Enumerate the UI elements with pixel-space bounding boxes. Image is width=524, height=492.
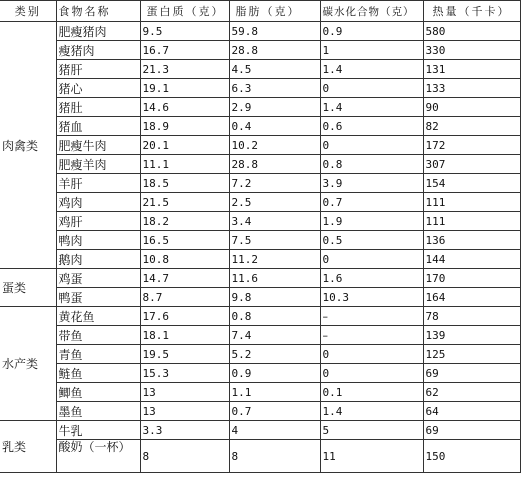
carbohydrate-cell: 0 (320, 364, 423, 383)
table-row (0, 212, 520, 231)
protein-cell: 13 (140, 383, 229, 402)
fat-cell: 0.4 (229, 117, 320, 136)
carbohydrate-cell: 5 (320, 421, 423, 440)
fat-cell: 0.7 (229, 402, 320, 421)
fat-cell: 28.8 (229, 41, 320, 60)
food-name-cell: 带鱼 (56, 326, 140, 345)
food-name-cell: 猪肝 (56, 60, 140, 79)
food-name-cell: 鸭肉 (56, 231, 140, 250)
header-carbohydrate: 碳水化合物（克） (320, 1, 423, 22)
carbohydrate-cell: 10.3 (320, 288, 423, 307)
table-row (0, 402, 520, 421)
fat-cell: 9.8 (229, 288, 320, 307)
calories-cell: 144 (423, 250, 520, 269)
carbohydrate-cell: 0.8 (320, 155, 423, 174)
carbohydrate-cell: 0.1 (320, 383, 423, 402)
food-name-cell: 猪血 (56, 117, 140, 136)
calories-cell: 62 (423, 383, 520, 402)
carbohydrate-cell: 0 (320, 79, 423, 98)
food-name-cell: 肥瘦猪肉 (56, 22, 140, 41)
calories-cell: 82 (423, 117, 520, 136)
table-row (0, 250, 520, 269)
table-row (0, 421, 520, 440)
carbohydrate-cell: 1.4 (320, 98, 423, 117)
calories-cell: 154 (423, 174, 520, 193)
header-category: 类别 (0, 1, 56, 22)
protein-cell: 20.1 (140, 136, 229, 155)
protein-cell: 8.7 (140, 288, 229, 307)
calories-cell: 330 (423, 41, 520, 60)
table-row (0, 269, 520, 288)
table-row (0, 136, 520, 155)
calories-cell: 131 (423, 60, 520, 79)
fat-cell: 5.2 (229, 345, 320, 364)
protein-cell: 8 (140, 440, 229, 473)
food-name-cell: 肥瘦羊肉 (56, 155, 140, 174)
calories-cell: 150 (423, 440, 520, 473)
fat-cell: 0.9 (229, 364, 320, 383)
protein-cell: 21.3 (140, 60, 229, 79)
food-name-cell: 羊肝 (56, 174, 140, 193)
calories-cell: 136 (423, 231, 520, 250)
carbohydrate-cell: 0 (320, 136, 423, 155)
protein-cell: 11.1 (140, 155, 229, 174)
protein-cell: 3.3 (140, 421, 229, 440)
header-calories: 热量（千卡） (423, 1, 520, 22)
table-row (0, 288, 520, 307)
header-row (0, 1, 520, 22)
table-row (0, 41, 520, 60)
carbohydrate-cell: 0 (320, 345, 423, 364)
food-name-cell: 瘦猪肉 (56, 41, 140, 60)
protein-cell: 19.5 (140, 345, 229, 364)
carbohydrate-cell: 0.9 (320, 22, 423, 41)
carbohydrate-cell: 3.9 (320, 174, 423, 193)
header-food-name: 食物名称 (56, 1, 140, 22)
fat-cell: 2.5 (229, 193, 320, 212)
carbohydrate-cell: 1.4 (320, 60, 423, 79)
calories-cell: 139 (423, 326, 520, 345)
calories-cell: 64 (423, 402, 520, 421)
protein-cell: 10.8 (140, 250, 229, 269)
calories-cell: 133 (423, 79, 520, 98)
fat-cell: 28.8 (229, 155, 320, 174)
protein-cell: 15.3 (140, 364, 229, 383)
food-name-cell: 鸡肝 (56, 212, 140, 231)
table-header (0, 1, 520, 22)
table-row (0, 326, 520, 345)
carbohydrate-cell: 1.4 (320, 402, 423, 421)
protein-cell: 18.9 (140, 117, 229, 136)
category-cell: 蛋类 (0, 269, 56, 307)
food-name-cell: 猪肚 (56, 98, 140, 117)
protein-cell: 19.1 (140, 79, 229, 98)
food-name-cell: 牛乳 (56, 421, 140, 440)
calories-cell: 307 (423, 155, 520, 174)
calories-cell: 164 (423, 288, 520, 307)
calories-cell: 111 (423, 193, 520, 212)
carbohydrate-cell: 1.9 (320, 212, 423, 231)
fat-cell: 59.8 (229, 22, 320, 41)
header-fat: 脂肪（克） (229, 1, 320, 22)
table-row (0, 307, 520, 326)
fat-cell: 6.3 (229, 79, 320, 98)
food-name-cell: 肥瘦牛肉 (56, 136, 140, 155)
table-row (0, 345, 520, 364)
carbohydrate-cell: 11 (320, 440, 423, 473)
table-row (0, 440, 520, 473)
protein-cell: 18.5 (140, 174, 229, 193)
food-name-cell: 鲢鱼 (56, 364, 140, 383)
calories-cell: 172 (423, 136, 520, 155)
calories-cell: 69 (423, 421, 520, 440)
table-row (0, 174, 520, 193)
food-name-cell: 鹅肉 (56, 250, 140, 269)
food-name-cell: 墨鱼 (56, 402, 140, 421)
fat-cell: 7.4 (229, 326, 320, 345)
protein-cell: 16.5 (140, 231, 229, 250)
table-row (0, 383, 520, 402)
category-cell: 水产类 (0, 307, 56, 421)
calories-cell: 78 (423, 307, 520, 326)
fat-cell: 1.1 (229, 383, 320, 402)
table-row (0, 98, 520, 117)
table-row (0, 79, 520, 98)
category-cell: 乳类 (0, 421, 56, 473)
table-row (0, 117, 520, 136)
table-row (0, 22, 520, 41)
fat-cell: 7.2 (229, 174, 320, 193)
fat-cell: 2.9 (229, 98, 320, 117)
fat-cell: 4.5 (229, 60, 320, 79)
protein-cell: 16.7 (140, 41, 229, 60)
table-body (0, 22, 520, 473)
carbohydrate-cell: 0.7 (320, 193, 423, 212)
protein-cell: 14.6 (140, 98, 229, 117)
protein-cell: 18.1 (140, 326, 229, 345)
food-name-cell: 鲫鱼 (56, 383, 140, 402)
fat-cell: 0.8 (229, 307, 320, 326)
fat-cell: 3.4 (229, 212, 320, 231)
protein-cell: 21.5 (140, 193, 229, 212)
protein-cell: 17.6 (140, 307, 229, 326)
calories-cell: 111 (423, 212, 520, 231)
food-name-cell: 黄花鱼 (56, 307, 140, 326)
table-row (0, 155, 520, 174)
carbohydrate-cell: 0 (320, 250, 423, 269)
food-name-cell: 青鱼 (56, 345, 140, 364)
table-row (0, 193, 520, 212)
category-cell: 肉禽类 (0, 22, 56, 269)
food-name-cell: 鸡肉 (56, 193, 140, 212)
calories-cell: 125 (423, 345, 520, 364)
fat-cell: 10.2 (229, 136, 320, 155)
protein-cell: 13 (140, 402, 229, 421)
carbohydrate-cell: – (320, 307, 423, 326)
protein-cell: 14.7 (140, 269, 229, 288)
carbohydrate-cell: 1.6 (320, 269, 423, 288)
carbohydrate-cell: 0.5 (320, 231, 423, 250)
fat-cell: 7.5 (229, 231, 320, 250)
table-row (0, 364, 520, 383)
protein-cell: 9.5 (140, 22, 229, 41)
protein-cell: 18.2 (140, 212, 229, 231)
fat-cell: 4 (229, 421, 320, 440)
fat-cell: 8 (229, 440, 320, 473)
fat-cell: 11.2 (229, 250, 320, 269)
food-name-cell: 鸡蛋 (56, 269, 140, 288)
table-row (0, 60, 520, 79)
food-name-cell: 鸭蛋 (56, 288, 140, 307)
food-name-cell: 猪心 (56, 79, 140, 98)
food-name-cell: 酸奶（一杯） (56, 440, 140, 473)
calories-cell: 580 (423, 22, 520, 41)
carbohydrate-cell: 0.6 (320, 117, 423, 136)
calories-cell: 90 (423, 98, 520, 117)
table-row (0, 231, 520, 250)
carbohydrate-cell: – (320, 326, 423, 345)
calories-cell: 170 (423, 269, 520, 288)
header-protein: 蛋白质（克） (140, 1, 229, 22)
carbohydrate-cell: 1 (320, 41, 423, 60)
fat-cell: 11.6 (229, 269, 320, 288)
calories-cell: 69 (423, 364, 520, 383)
